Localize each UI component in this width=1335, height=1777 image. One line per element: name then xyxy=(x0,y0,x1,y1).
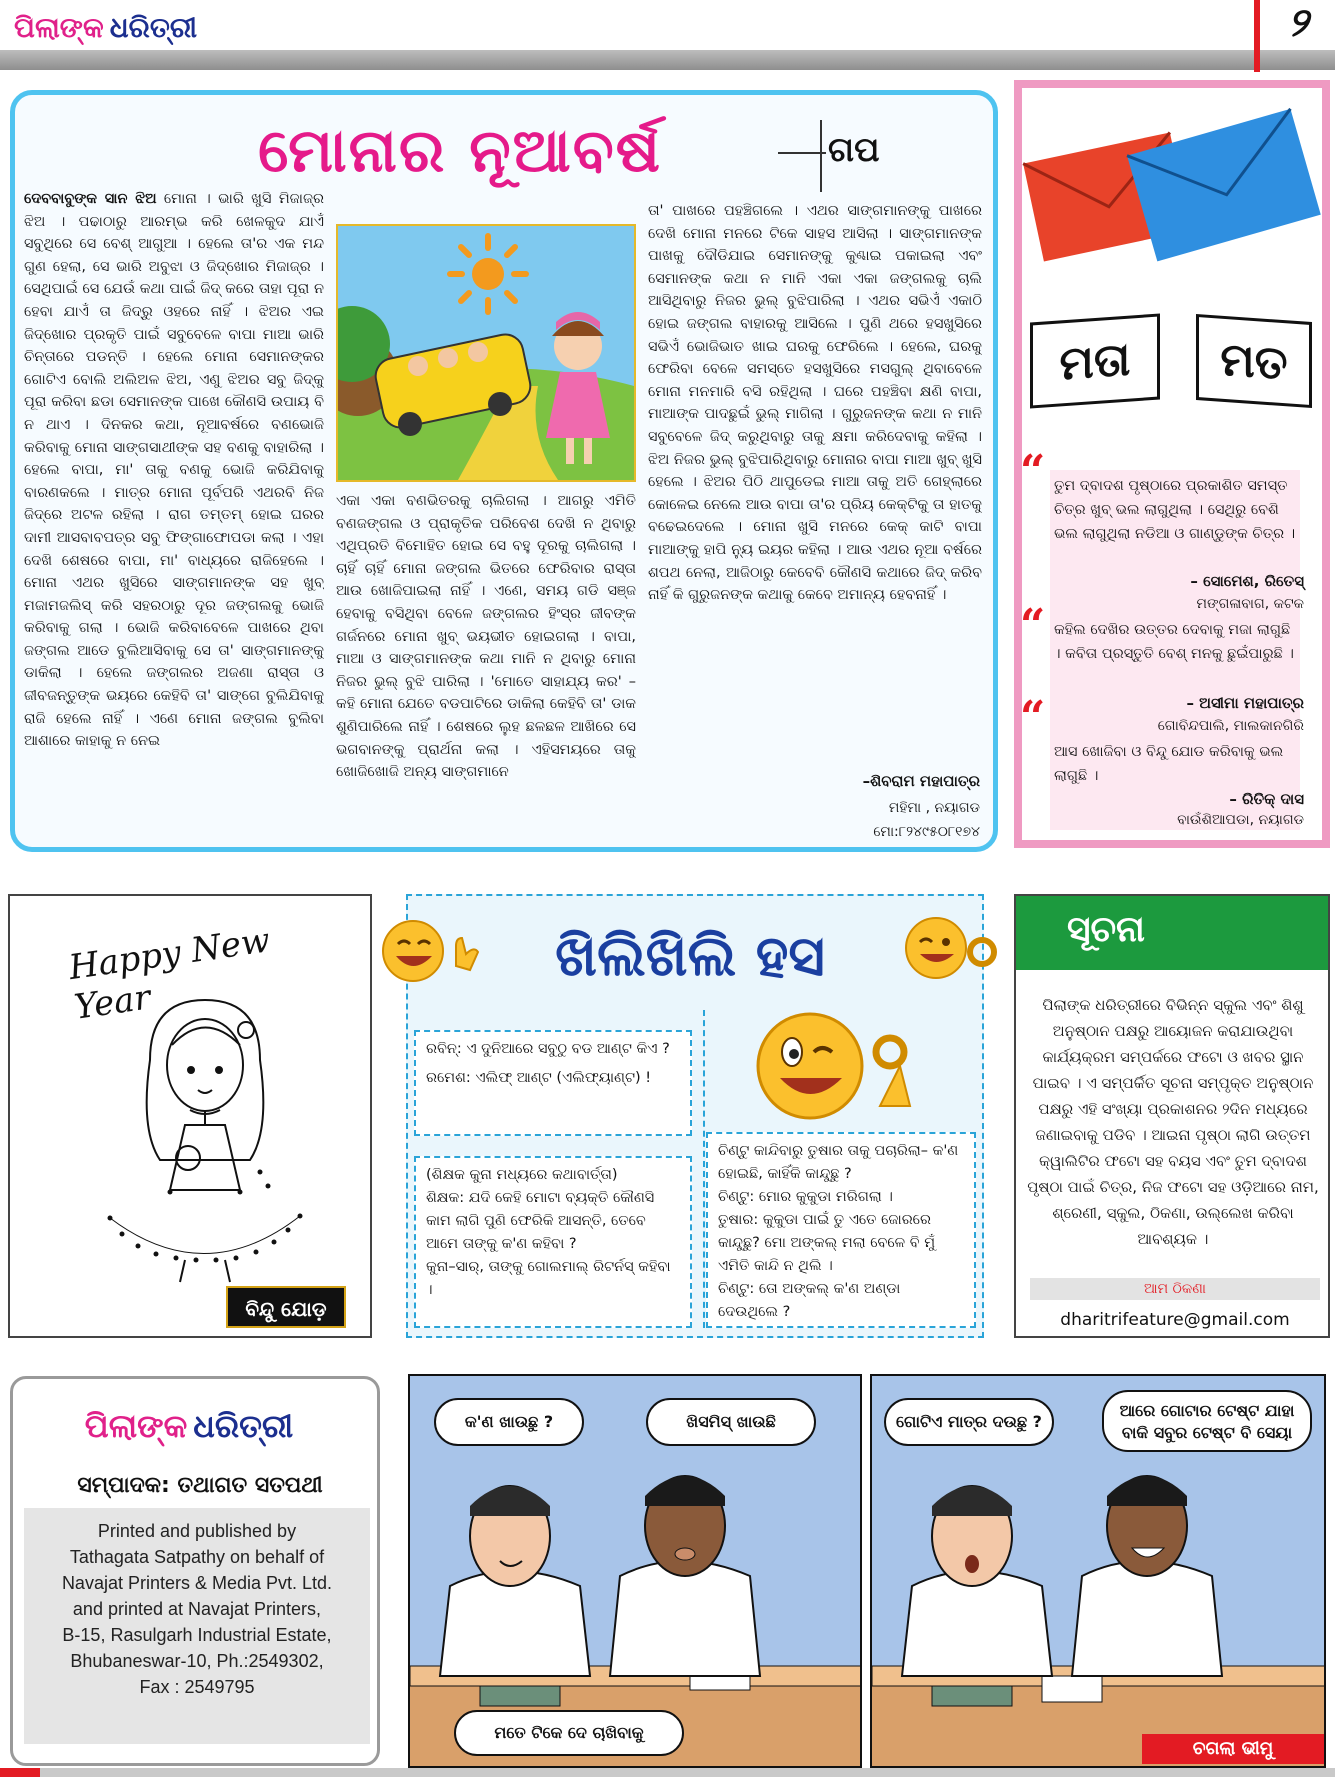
imprint-line: Printed and published by xyxy=(97,1521,297,1541)
joke-1-line: ରବିନ୍: ଏ ଦୁନିଆରେ ସବୁଠୁ ବଡ ଆଣ୍ଟ କିଏ ? xyxy=(426,1041,670,1057)
masthead-bar xyxy=(0,50,1335,70)
story-illustration xyxy=(336,224,636,482)
quote-icon: “ xyxy=(1020,600,1046,651)
joke-3-line: ତୁଷାର: କୁକୁଡା ପାଇଁ ତୁ ଏତେ ଜୋରରେ କାନ୍ଦୁଛୁ? ମୋ ଅଙ୍କଲ୍ ମଲା ବେଳେ ବି ମୁଁ ଏମିତି କାନ୍ଦି ନ ଥିଲି । xyxy=(718,1212,936,1274)
letters-sign-2: ମତ xyxy=(1196,314,1312,408)
letter-2-name: – ଅସୀମା ମହାପାତ୍ର xyxy=(1186,694,1304,712)
notice-text: ପିଲାଙ୍କ ଧରିତ୍ରୀରେ ବିଭିନ୍ନ ସ୍କୁଲ ଏବଂ ଶିଶୁ ଅନୁଷ୍ଠାନ ପକ୍ଷରୁ ଆୟୋଜନ କରାଯାଉଥିବା କାର୍ଯ୍ୟକ୍ରମ ସମ୍ପର୍କରେ ଫଟୋ ଓ ଖବର ସ୍ଥାନ ପାଇବ । ଏ ସମ୍ପର୍କିତ ସୂଚନା ସମ୍ପୃକ୍ତ ଅନୁଷ୍ଠାନ ପକ୍ଷରୁ ଏହି ସଂଖ୍ୟା ପ୍ରକାଶନର ୨ଦିନ ମଧ୍ୟରେ ଜଣାଇବାକୁ ପଡିବ । ଆଇନା ପୃଷ୍ଠା ଲାଗି ଉତ୍ତମ କ୍ୱାଲିଟିର ଫଟୋ ସହ ବୟସ ଏବଂ ତୁମ ଦ୍ବାଦଶ ପୃଷ୍ଠା ପାଇଁ ଚିତ୍ର, ନିଜ ଫଟୋ ସହ ଓଡ଼ିଆରେ ନାମ, ଶ୍ରେଣୀ, ସ୍କୁଲ, ଠିକଣା, ଉଲ୍ଲେଖ କରିବା ଆବଶ୍ୟକ । xyxy=(1027,996,1319,1248)
masthead-red-divider xyxy=(1254,0,1260,72)
logo-word-1: ପିଲାଙ୍କ xyxy=(84,1407,188,1445)
speech-bubble: ଖିସମିସ୍ ଖାଉଛି xyxy=(646,1398,816,1446)
letter-2-text: କହିଲ ଦେଖିର ଉତ୍ତର ଦେବାକୁ ମଜା ଲାଗୁଛି । କବିତା ପ୍ରସ୍ତୁତି ବେଶ୍ ମନକୁ ଛୁଇଁପାରୁଛି । xyxy=(1054,622,1294,662)
school-bus-illustration xyxy=(338,226,634,480)
story-column-1-text: ମୋନା । ଭାରି ଖୁସି ମିଜାଜ୍‌ର ଝିଅ । ପଢାଠାରୁ ଆରମ୍ଭ କରି ଖେଳକୁଦ ଯାଏଁ ସବୁଥିରେ ସେ ବେଶ୍ ଆଗୁଆ । ହେଲେ ତା'ର ଏକ ମନ୍ଦ ଗୁଣ ହେଲା, ସେ ଭାରି ଅବୁଝା ଓ ଜିଦ୍‌ଖୋର ମିଜାଜ୍‌ର । ସେଥିପାଇଁ ସେ ଯେଉଁ କଥା ପାଇଁ ଜିଦ୍ କରେ ତାହା ପୂରା ନ ହେବା ଯାଏଁ ତା ଜିଦ୍‌ରୁ ଓହରେ ନାହିଁ । ଝିଅର ଏଇ ଜିଦ୍‌ଖୋର ପ୍ରକୃତି ପାଇଁ ସବୁବେଳେ ବାପା ମାଆ ଭାରି ଚିନ୍ତାରେ ପଡନ୍ତି । ହେଲେ ମୋନା ସେମାନଙ୍କର ଗୋଟିଏ ବୋଲି ଅଲିଅଳ ଝିଅ, ଏଣୁ ଝିଅର ସବୁ ଜିଦ୍‌କୁ ପୂରା କରିବା ଛଡା ସେମାନଙ୍କ ପାଖେ କୌଣସି ଉପାୟ ବି ନ ଥାଏ । ଦିନକର କଥା, ନୂଆବର୍ଷରେ ବଣଭୋଜି କରିବାକୁ ମୋନା ସାଙ୍ଗସାଥୀଙ୍କ ସହ ବଣକୁ ବାହାରିଲା । ହେଲେ ବାପା, ମା' ତାକୁ ବଣକୁ ଭୋଜି କରିଯିବାକୁ ବାରଣକଲେ । ମାତ୍ର ମୋନା ପୂର୍ବପରି ଏଥରବି ନିଜ ଜିଦ୍‌ରେ ଅଟଳ ରହିଲା । ରାଗ ତମ୍‌ତମ୍ ହୋଇ ଘରର ଦାମୀ ଆସବାବପତ୍ର ସବୁ ଫିଙ୍ଗାଫୋପଡା କଲା । ଏହା ଦେଖି ଶେଷରେ ବାପା, ମା' ବାଧ୍ୟରେ ରାଜିହେଲେ । ମୋନା ଏଥର ଖୁସିରେ ସାଙ୍ଗମାନଙ୍କ ସହ ଖୁବ୍ ମଜାମଜଲିସ୍ କରି ସହରଠାରୁ ଦୂର ଜଙ୍ଗଲକୁ ଭୋଜି କରିବାକୁ ଗଲା । ଭୋଜି କରିବାବେଳେ ପାଖରେ ଥିବା ଜଙ୍ଗଲ ଆଡେ ବୁଲିଆସିବାକୁ ସେ ତା' ସାଙ୍ଗମାନଙ୍କୁ ଡାକିଲା । ହେଲେ ଜଙ୍ଗଲର ଅଜଣା ରାସ୍ତା ଓ ଜୀବଜନ୍ତୁଙ୍କ ଭୟରେ କେହିବି ତା' ସାଙ୍ଗେ ବୁଲିଯିବାକୁ ରାଜି ହେଲେ ନାହିଁ । ଏଣେ ମୋନା ଜଙ୍ଗଲ ବୁଲିବା ଆଶାରେ କାହାକୁ ନ ନେଇ xyxy=(24,191,324,750)
story-column-3 xyxy=(648,200,982,820)
footer-bar xyxy=(0,1768,1335,1777)
speech-bubble: ମତେ ଟିକେ ଦେ ଚାଖିବାକୁ xyxy=(454,1710,684,1756)
activity-title: Happy New Year xyxy=(66,920,273,1028)
speech-bubble: କ'ଣ ଖାଉଛୁ ? xyxy=(434,1398,584,1446)
editor-logo xyxy=(74,1398,304,1454)
masthead-logo xyxy=(8,6,198,50)
letters-sign-1: ମତା xyxy=(1030,313,1160,408)
jokes-title: ଖିଲିଖିଲି ହସ xyxy=(555,924,825,989)
comic-caption: ଚଗଲା ଭୀମୁ xyxy=(1142,1734,1324,1764)
letter-1-place: ମଙ୍ଗଳାବାଗ, କଟକ xyxy=(1196,596,1304,612)
joke-1-line: ରମେଶ: ଏଲିଫ୍ ଆଣ୍ଟ (ଏଲିଫ୍ୟାଣ୍ଟ) ! xyxy=(426,1070,652,1086)
laughing-emoji-icon xyxy=(378,916,488,986)
comic-panel-2 xyxy=(870,1374,1326,1768)
quote-icon: “ xyxy=(1020,446,1046,497)
jokes-divider xyxy=(703,1010,705,1328)
sun-icon xyxy=(450,236,526,312)
joke-2-line: (ଶିକ୍ଷକ କୁନା ମଧ୍ୟରେ କଥାବାର୍ତ୍ତା) xyxy=(426,1167,618,1183)
imprint-line: Bhubaneswar-10, Ph.:2549302, xyxy=(70,1651,324,1671)
joke-card xyxy=(414,1030,692,1136)
speech-bubble: ଆରେ ଗୋଟାର ଟେଷ୍ଟ ଯାହା ବାକି ସବୁର ଟେଷ୍ଟ ବି ସେୟା xyxy=(1102,1390,1312,1452)
joke-card xyxy=(706,1132,976,1328)
joke-3-line: ଚିଣ୍ଟୁ: ତୋ ଅଙ୍କଲ୍ କ'ଣ ଅଣ୍ଡା ଦେଉଥିଲେ ? xyxy=(718,1281,901,1320)
letter-3-place: ବାଉଁଶିଆପଡା, ନୟାଗଡ xyxy=(1177,812,1304,828)
imprint-line: B-15, Rasulgarh Industrial Estate, xyxy=(62,1625,332,1645)
joke-3-line: ଚିଣ୍ଟୁ କାନ୍ଦିବାରୁ ତୁଷାର ତାକୁ ପଚାରିଲା– କ'ଣ ହୋଇଛି, କାହିଁକି କାନ୍ଦୁଛୁ ? xyxy=(718,1143,959,1182)
story-author: –ଶିବରାମ ମହାପାତ୍ର xyxy=(862,772,980,790)
story-author-phone: ମୋ:୮୨୪୯୫୦୮୧୭୪ xyxy=(873,824,980,840)
imprint-line: Navajat Printers & Media Pvt. Ltd. xyxy=(61,1573,333,1593)
logo-word-2: ଧରିତ୍ରୀ xyxy=(193,1407,294,1445)
joke-2-line: ଶିକ୍ଷକ: ଯଦି କେହି ମୋଟା ବ୍ୟକ୍ତି କୌଣସି କାମ ଲାଗି ପୁଣି ଫେରିକି ଆସନ୍ତି, ତେବେ ଆମେ ତାଙ୍କୁ କ'ଣ କହିବା ? xyxy=(426,1190,655,1252)
notice-email[interactable]: dharitrifeature@gmail.com xyxy=(1060,1310,1290,1330)
letter-3-text: ଆସ ଖୋଜିବା ଓ ବିନ୍ଦୁ ଯୋଡ କରିବାକୁ ଭଲ ଲାଗୁଛି । xyxy=(1054,744,1284,784)
boy-left-figure xyxy=(902,1486,1052,1676)
quote-icon: “ xyxy=(1020,692,1046,743)
story-title: ମୋନାର ନୂଆବର୍ଷ xyxy=(258,116,662,186)
story-column-3-text: ତା' ପାଖରେ ପହଞ୍ଚିଗଲେ । ଏଥର ସାଙ୍ଗମାନଙ୍କୁ ପାଖରେ ଦେଖି ମୋନା ମନରେ ଟିକେ ସାହସ ଆସିଲା । ସାଙ୍ଗମାନଙ୍କ ପାଖକୁ ଦୌଡିଯାଇ ସେମାନଙ୍କୁ କୁଣ୍ଢାଇ ପକାଇଲା ଏବଂ ସେମାନଙ୍କ କଥା ନ ମାନି ଏକା ଏକା ଜଙ୍ଗଲକୁ ଚାଲି ଆସିଥିବାରୁ ନିଜର ଭୁଲ୍ ବୁଝିପାରିଲା । ଏଥର ସଭିଏଁ ଏକାଠି ହୋଇ ଜଙ୍ଗଲ ବାହାରକୁ ଆସିଲେ । ପୁଣି ଥରେ ହସଖୁସିରେ ସଭିଏଁ ଭୋଜିଭାତ ଖାଇ ଘରକୁ ଫେରିଲେ । ହେଲେ, ଘରକୁ ଫେରିବା ବେଳେ ସମସ୍ତେ ହସଖୁସିରେ ମସଗୁଲ୍ ଥିବାବେଳେ ମୋନା ମନମାରି ବସି ରହିଥିଲା । ଘରେ ପହଞ୍ଚିବା କ୍ଷଣି ବାପା, ମାଆଙ୍କ ପାଦଛୁଇଁ ଭୁଲ୍ ମାଗିଲା । ଗୁରୁଜନଙ୍କ କଥା ନ ମାନି ସବୁବେଳେ ଜିଦ୍ କରୁଥିବାରୁ ତାକୁ କ୍ଷମା କରିଦେବାକୁ କହିଲା । ଝିଅ ନିଜର ଭୁଲ୍ ବୁଝିପାରିଥିବାରୁ ମୋନାର ବାପା ମାଆ ଖୁବ୍ ଖୁସି ହେଲେ । ଝିଅର ପିଠି ଥାପୁଡେଇ ମାଆ ତାକୁ ଅତି ଗେହ୍ଲାରେ କୋଳେଇ ନେଲେ ଆଉ ବାପା ତା'ର ପ୍ରିୟ କେକ୍‌ଟିକୁ ତା ହାତକୁ ବଢେଇଦେଲେ । ମୋନା ଖୁସି ମନରେ କେକ୍ କାଟି ବାପା ମାଆଙ୍କୁ ହାପି ନ୍ୟୁ ଇୟର କହିଲା । ଆଉ ଏଥର ନୂଆ ବର୍ଷରେ ଶପଥ ନେଲା, ଆଜିଠାରୁ କେବେବି କୌଣସି କଥାରେ ଜିଦ୍ କରିବ ନାହିଁ କି ଗୁରୁଜନଙ୍କ କଥାକୁ କେବେ ଅମାନ୍ୟ ହେବନାହିଁ । xyxy=(648,203,982,604)
boy-right-figure xyxy=(1072,1476,1222,1676)
imprint-line: and printed at Navajat Printers, xyxy=(72,1599,322,1619)
envelopes-icon xyxy=(1022,88,1322,288)
imprint-text xyxy=(30,1518,364,1738)
logo-word-2: ଧରିତ୍ରୀ xyxy=(109,11,198,44)
imprint-line: Fax : 2549795 xyxy=(139,1677,255,1697)
logo-word-1: ପିଲାଙ୍କ xyxy=(14,11,104,44)
letter-2-place: ଗୋବିନ୍ଦପାଲି, ମାଲକାନଗିରି xyxy=(1157,718,1304,734)
page-number: ୨ xyxy=(1288,0,1308,46)
story-column-1 xyxy=(24,188,324,844)
joke-3-line: ଚିଣ୍ଟୁ: ମୋର କୁକୁଡା ମରିଗଲା । xyxy=(718,1189,893,1205)
notice-address-label: ଆମ ଠିକଣା xyxy=(1030,1278,1320,1300)
imprint-line: Tathagata Satpathy on behalf of xyxy=(69,1547,325,1567)
boy-right-figure xyxy=(610,1476,760,1676)
story-genre-label: ଗପ xyxy=(828,130,880,170)
story-lead: ଦେବବାବୁଙ୍କ ସାନ ଝିଅ xyxy=(24,191,157,207)
comic-panel-1 xyxy=(408,1374,862,1768)
editor-name: ସମ୍ପାଦକ: ତଥାଗତ ସତପଥୀ xyxy=(77,1473,323,1498)
boy-left-figure xyxy=(440,1486,590,1676)
letter-1-name: – ସୋମେଶ, ରିତେସ୍ xyxy=(1190,572,1304,590)
speech-bubble: ଗୋଟିଏ ମାତ୍ର ଦଉଛୁ ? xyxy=(884,1398,1054,1446)
story-column-2: ଏକା ଏକା ବଣଭିତରକୁ ଚାଲିଗଲା । ଆଗରୁ ଏମିତି ବଣଜଙ୍ଗଲ ଓ ପ୍ରାକୃତିକ ପରିବେଶ ଦେଖି ନ ଥିବାରୁ ଏଥିପ୍ରତି ବିମୋହିତ ହୋଇ ସେ ବହୁ ଦୂରକୁ ଚାଲିଗଲା । ଚାହିଁ ଚାହିଁ ମୋନା ଜଙ୍ଗଲ ଭିତରେ ଫେରିବାର ରାସ୍ତା ଆଉ ଖୋଜିପାଇଲା ନାହିଁ । ଏଣେ, ସମୟ ଗଡି ସଞ୍ଜ ହେବାକୁ ବସିଥିବା ବେଳେ ଜଙ୍ଗଲର ହିଂସ୍ର ଜୀବଙ୍କ ଗର୍ଜନରେ ମୋନା ଖୁବ୍ ଭୟଭୀତ ହୋଇଗଲା । ବାପା, ମାଆ ଓ ସାଙ୍ଗମାନଙ୍କ କଥା ମାନି ନ ଥିବାରୁ ମୋନା ନିଜର ଭୁଲ୍ ବୁଝି ପାରିଲା । 'ମୋତେ ସାହାଯ୍ୟ କର' – କହି ମୋନା ଯେତେ ବଡପାଟିରେ ଡାକିଲା କେହିବି ତା' ଡାକ ଶୁଣିପାରିଲେ ନାହିଁ । ଶେଷରେ ଲୁହ ଛଳଛଳ ଆଖିରେ ସେ ଭଗବାନଙ୍କୁ ପ୍ରାର୍ଥନା କଲା । ଏହିସମୟରେ ତାକୁ ଖୋଜିଖୋଜି ଅନ୍ୟ ସାଙ୍ଗମାନେ xyxy=(336,493,636,781)
story-author-place: ମହିମା , ନୟାଗଡ xyxy=(888,800,980,816)
winking-emoji-icon xyxy=(902,912,1002,982)
joke-2-line: କୁନା–ସାର୍, ତାଙ୍କୁ ଗୋଲମାଲ୍ ରିଟର୍ନସ୍ କହିବା । xyxy=(426,1259,671,1298)
joke-card xyxy=(414,1156,692,1328)
letter-3-name: – ରିତିକ୍ ଦାସ xyxy=(1229,790,1304,808)
okay-emoji-icon xyxy=(750,1006,930,1126)
activity-caption: ବିନ୍ଦୁ ଯୋଡ଼ xyxy=(226,1286,346,1328)
notice-title: ସୂଚନା xyxy=(1066,909,1145,950)
dot-to-dot-girl-drawing xyxy=(90,990,320,1290)
letter-1-text: ତୁମ ଦ୍ବାଦଶ ପୃଷ୍ଠାରେ ପ୍ରକାଶିତ ସମସ୍ତ ଚିତ୍ର ଖୁବ୍ ଭଲ ଲାଗୁଥିଲା । ସେଥିରୁ ବେଶି ଭଲ ଲାଗୁଥିଲା ନଡିଆ ଓ ଗାଣ୍ଡୁଙ୍କ ଚିତ୍ର । xyxy=(1054,478,1296,542)
